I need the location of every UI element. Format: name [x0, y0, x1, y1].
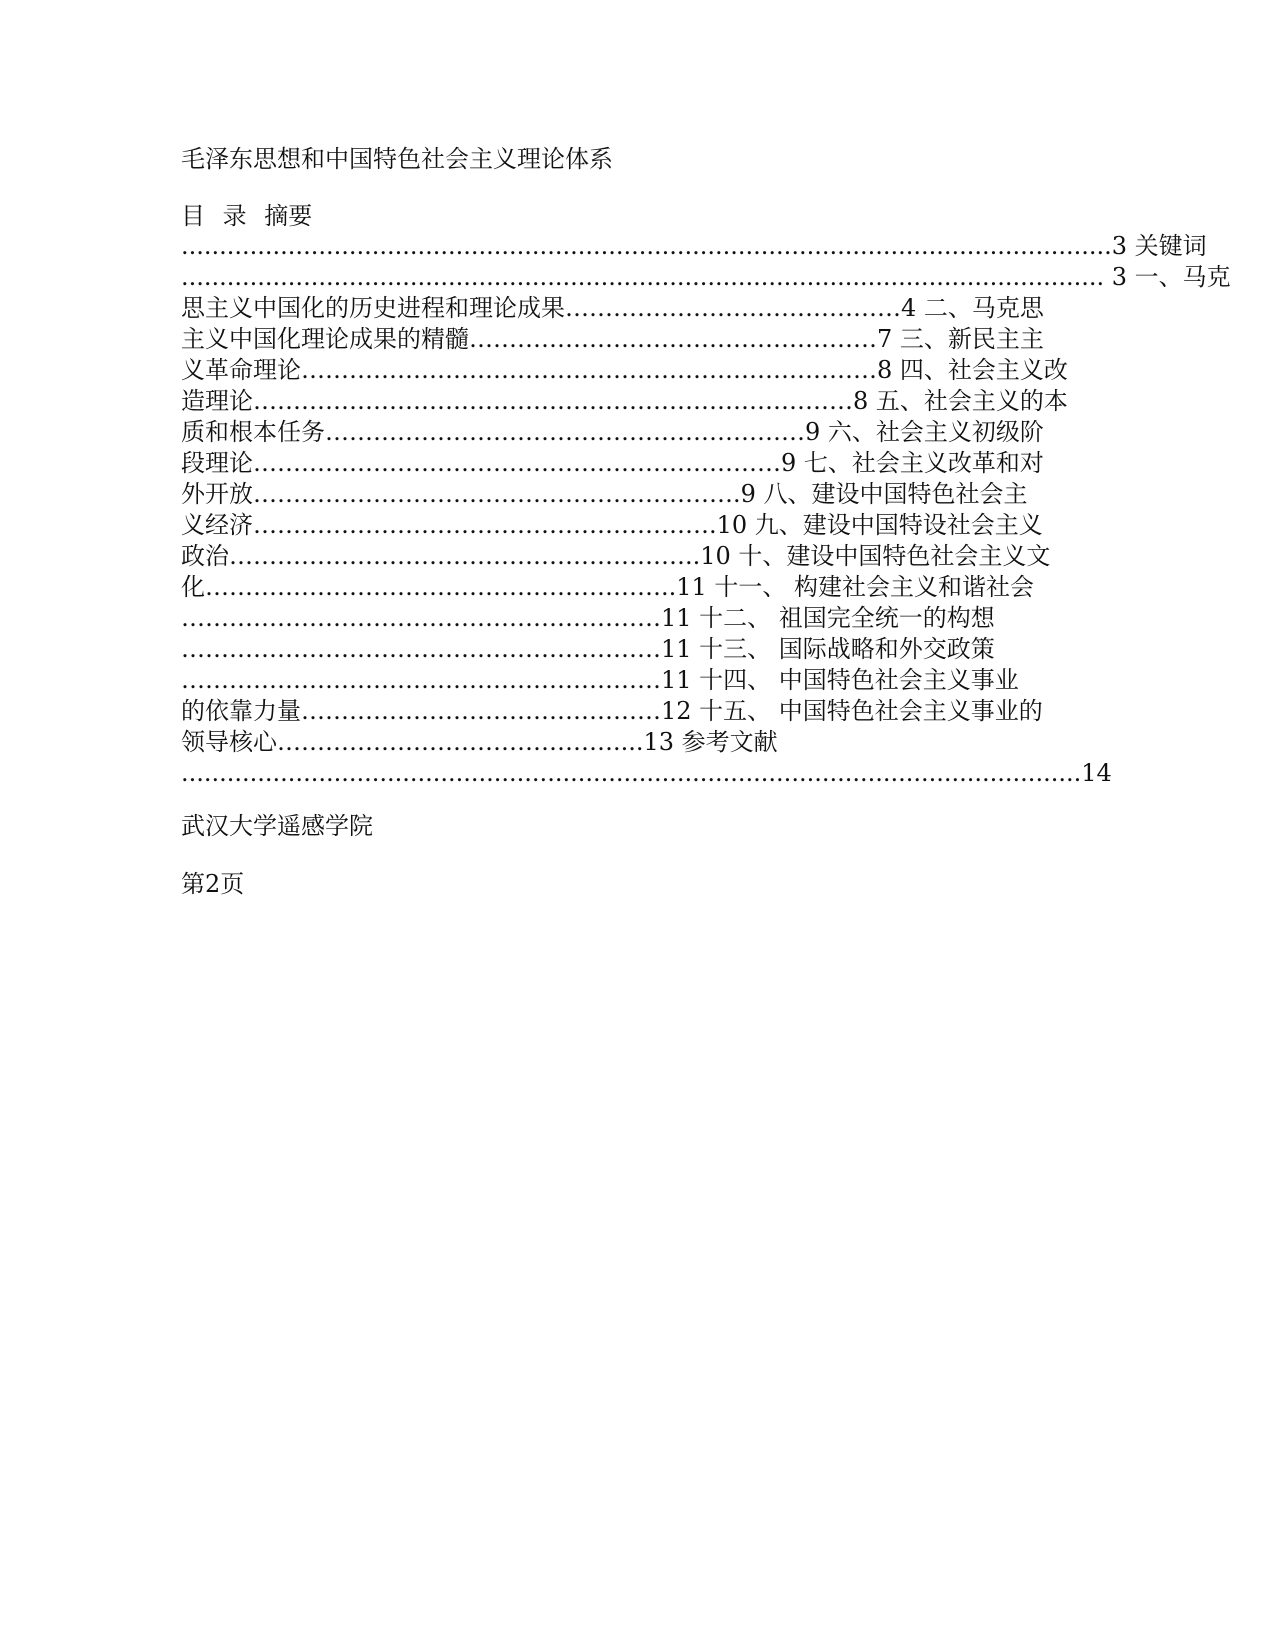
toc-heading-abstract: 摘要 [264, 202, 313, 230]
toc-line: 主义中国化理论成果的精髓……………………………………………7 三、新民主主 [181, 325, 1044, 353]
toc-line: 的依靠力量………………………………………12 十五、 中国特色社会主义事业的 [181, 697, 1043, 725]
toc-line: ......................................................................................................................... 3 一、马克 [181, 263, 1231, 291]
toc-line: 质和根本任务……………………………………………………9 六、社会主义初级阶 [181, 418, 1044, 446]
toc-line: 段理论…………………………………………………………9 七、社会主义改革和对 [181, 449, 1044, 477]
table-of-contents [181, 231, 1231, 789]
toc-heading-mu: 目 [181, 202, 205, 230]
page-number: 第2页 [181, 870, 245, 898]
toc-line: 外开放…………………………………………………….9 八、建设中国特色社会主 [181, 480, 1028, 508]
toc-line: ……………………………………………………11 十二、 祖国完全统一的构想 [181, 604, 995, 632]
toc-line: ......................................................................................................................14 [181, 759, 1112, 787]
toc-heading-lu: 录 [222, 202, 247, 230]
toc-line: ……………………………………………………11 十三、 国际战略和外交政策 [181, 635, 995, 663]
toc-line: 义经济………………………………………………….10 九、建设中国特设社会主义 [181, 511, 1043, 539]
toc-heading [181, 200, 322, 232]
toc-line: 政治…………………………………………………..10 十、建设中国特色社会主义文 [181, 542, 1051, 570]
toc-line: 化…………………………………………………..11 十一、 构建社会主义和谐社会 [181, 573, 1035, 601]
toc-line: 造理论…………………………………………………………………8 五、社会主义的本 [181, 387, 1068, 415]
toc-line: 思主义中国化的历史进程和理论成果……………………………………4 二、马克思 [181, 294, 1044, 322]
document-title: 毛泽东思想和中国特色社会主义理论体系 [181, 145, 613, 173]
toc-line: ……………………………………………………11 十四、 中国特色社会主义事业 [181, 666, 1019, 694]
toc-line: 领导核心……………………………………....13 参考文献 [181, 728, 778, 756]
school-name: 武汉大学遥感学院 [181, 812, 373, 840]
toc-line: ..........................................................................................................................3 关键词 [181, 232, 1207, 260]
toc-line: 义革命理论………………………………………………………………8 四、社会主义改 [181, 356, 1068, 384]
